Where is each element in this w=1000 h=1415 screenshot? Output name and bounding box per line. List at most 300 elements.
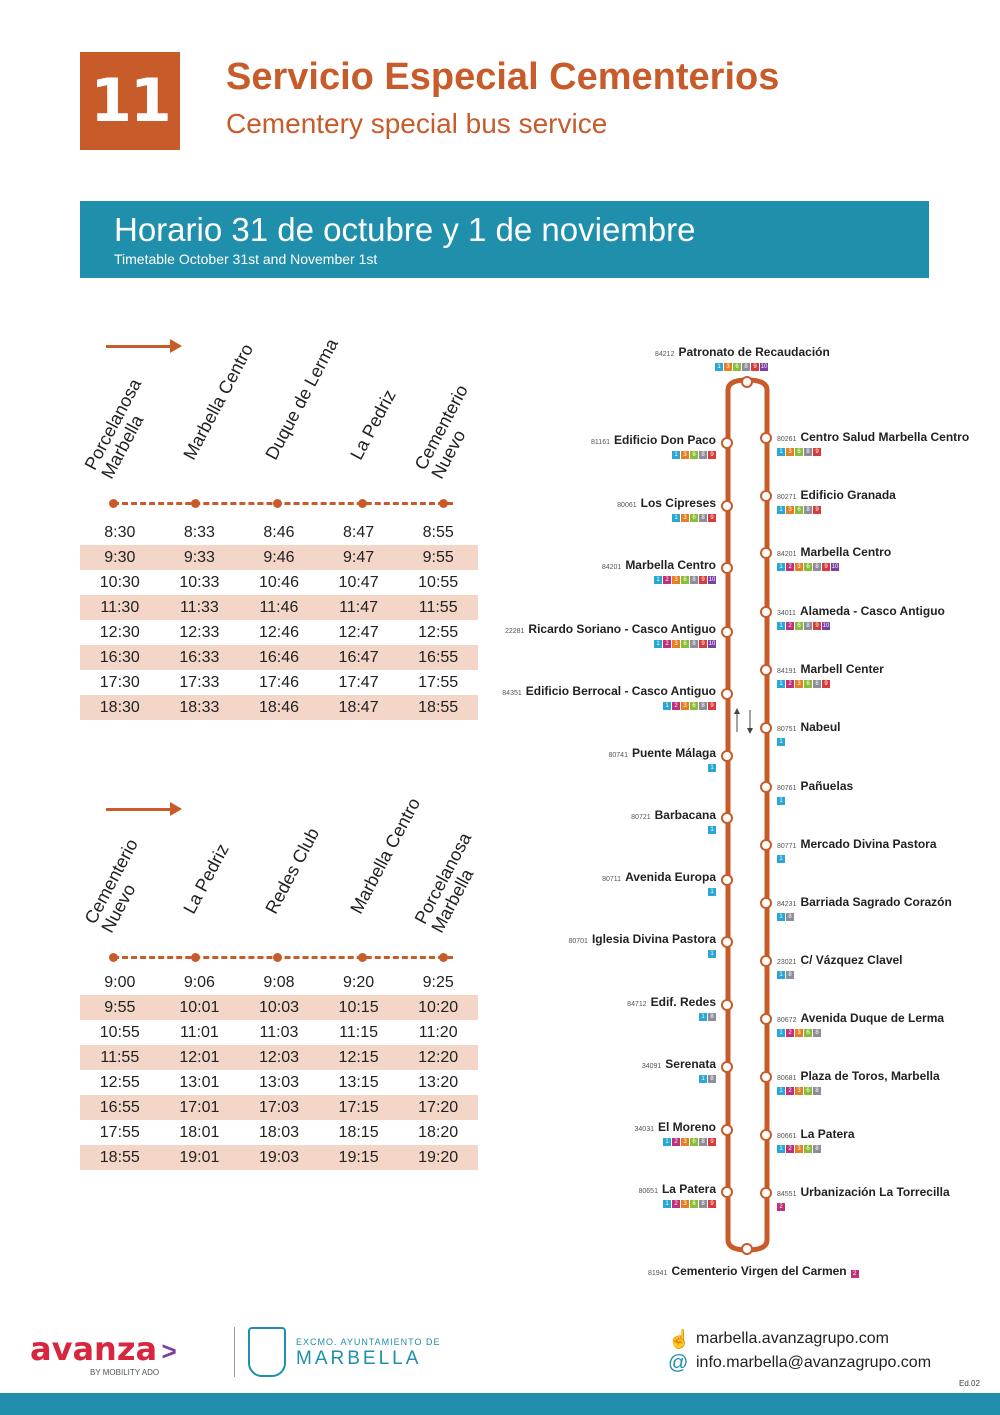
line-badge: 8 <box>699 702 707 710</box>
line-badges <box>635 1138 716 1146</box>
time-cell: 9:00 <box>104 973 136 991</box>
line-badge: 2 <box>777 1203 785 1211</box>
line-badges <box>777 680 884 688</box>
line-badge: 6 <box>690 451 698 459</box>
time-cell: 11:20 <box>418 1023 458 1041</box>
line-badges <box>777 506 896 514</box>
route-terminal-bottom <box>741 1243 753 1255</box>
time-cell: 9:25 <box>422 973 454 991</box>
line-badge: 1 <box>672 451 680 459</box>
map-stop <box>777 602 945 630</box>
line-badge: 2 <box>786 680 794 688</box>
stop-code: 80661 <box>777 1133 797 1140</box>
line-badge: 6 <box>690 702 698 710</box>
line-badge: 10 <box>760 364 768 370</box>
stop-circle <box>760 897 772 909</box>
line-badges <box>617 514 716 522</box>
banner-subtitle: Timetable October 31st and November 1st <box>114 251 378 267</box>
time-cell: 18:30 <box>80 695 160 720</box>
line-badges <box>602 576 716 584</box>
time-cell: 11:30 <box>80 595 160 620</box>
stop-code: 84231 <box>777 901 797 908</box>
timetable-row <box>80 1020 478 1045</box>
stop-circle <box>760 722 772 734</box>
line-badge: 9 <box>708 1138 716 1146</box>
time-cell: 13:20 <box>418 1073 459 1091</box>
line-badge: 6 <box>733 363 741 371</box>
line-badge: 1 <box>654 640 662 648</box>
line-badges <box>502 702 716 710</box>
page-title: Servicio Especial Cementerios <box>226 56 780 98</box>
time-cell: 16:55 <box>398 645 478 670</box>
avanza-brand-sub: BY MOBILITY ADO <box>90 1368 160 1377</box>
time-cell: 17:55 <box>418 673 459 691</box>
line-badge: 10 <box>708 577 716 583</box>
stop-name: Avenida Duque de Lerma <box>800 1011 945 1025</box>
page-subtitle: Cementery special bus service <box>226 108 608 139</box>
municipality-line1: EXCMO. AYUNTAMIENTO DE <box>296 1337 441 1347</box>
time-cell: 10:30 <box>99 573 140 591</box>
stop-code: 80751 <box>777 726 797 733</box>
line-badge: 6 <box>690 1200 698 1208</box>
map-stop <box>777 428 969 456</box>
line-badges <box>602 888 716 896</box>
line-badges <box>609 764 717 772</box>
stop-label: Porcelanosa Marbella <box>80 375 148 482</box>
stop-name: Ricardo Soriano - Casco Antiguo <box>528 622 716 636</box>
time-cell: 19:20 <box>398 1145 478 1170</box>
stop-dot <box>191 499 200 508</box>
map-stop <box>655 343 830 371</box>
stop-code: 80271 <box>777 494 797 501</box>
time-cell: 8:55 <box>422 523 454 541</box>
line-badge: 1 <box>777 448 785 456</box>
time-cell: 12:47 <box>338 623 379 641</box>
email-icon: @ <box>668 1352 689 1374</box>
line-badge: 3 <box>786 448 794 456</box>
timetable-row <box>80 670 478 695</box>
stop-name: Urbanización La Torrecilla <box>800 1185 950 1199</box>
line-badge: 1 <box>777 563 785 571</box>
website-link[interactable]: marbella.avanzagrupo.com <box>696 1330 889 1347</box>
line-badge: 3 <box>786 506 794 514</box>
time-cell: 10:33 <box>179 573 220 591</box>
outbound-timetable <box>80 520 478 720</box>
stop-code: 80061 <box>617 502 637 509</box>
line-badge: 2 <box>786 1145 794 1153</box>
line-badge: 9 <box>813 622 821 630</box>
stop-name: Iglesia Divina Pastora <box>591 932 716 946</box>
map-stop <box>505 620 716 648</box>
line-badge: 8 <box>699 451 707 459</box>
stop-label: Redes Club <box>261 824 324 917</box>
map-stop <box>631 806 716 834</box>
line-badge: 1 <box>777 913 785 921</box>
time-cell: 17:15 <box>319 1095 399 1120</box>
stop-circle <box>760 664 772 676</box>
stop-circle <box>721 936 733 948</box>
time-cell: 19:03 <box>239 1145 319 1170</box>
time-cell: 18:46 <box>239 695 319 720</box>
banner-title: Horario 31 de octubre y 1 de noviembre <box>114 211 696 248</box>
time-cell: 18:47 <box>319 695 399 720</box>
line-badge: 1 <box>699 1075 707 1083</box>
line-badge: 2 <box>786 1087 794 1095</box>
stop-name: Edificio Don Paco <box>613 433 716 447</box>
stop-code: 80771 <box>777 843 797 850</box>
time-cell: 10:03 <box>239 995 319 1020</box>
stop-code: 84201 <box>777 551 797 558</box>
stop-dot <box>273 953 282 962</box>
stop-name: Avenida Europa <box>625 870 716 884</box>
stop-dot <box>109 499 118 508</box>
line-badges <box>777 448 969 456</box>
stop-name: Marbella Centro <box>625 558 716 572</box>
route-terminal-top <box>741 376 753 388</box>
time-cell: 10:46 <box>258 573 299 591</box>
timetable-row <box>80 1070 478 1095</box>
time-cell: 17:55 <box>99 1123 140 1141</box>
stop-circle <box>760 547 772 559</box>
stop-code: 81941 <box>648 1270 668 1277</box>
stop-code: 84191 <box>777 668 797 675</box>
line-badge: 6 <box>804 1145 812 1153</box>
line-badge: 6 <box>804 563 812 571</box>
line-badge: 1 <box>708 950 716 958</box>
stop-circle <box>721 688 733 700</box>
time-cell: 17:47 <box>338 673 379 691</box>
stop-dot <box>191 953 200 962</box>
line-badge: 3 <box>795 1087 803 1095</box>
time-cell: 17:46 <box>258 673 299 691</box>
time-cell: 11:01 <box>179 1023 219 1041</box>
line-badge: 9 <box>699 640 707 648</box>
line-badge: 9 <box>708 451 716 459</box>
stop-name: Edif. Redes <box>650 995 716 1009</box>
time-cell: 12:46 <box>258 623 299 641</box>
map-stop <box>777 951 903 979</box>
time-cell: 16:46 <box>239 645 319 670</box>
line-badges <box>777 738 840 746</box>
stop-code: 84351 <box>502 690 522 697</box>
time-cell: 9:30 <box>80 545 160 570</box>
time-cell: 9:55 <box>80 995 160 1020</box>
municipality-line2: MARBELLA <box>296 1348 422 1369</box>
time-cell: 9:46 <box>239 545 319 570</box>
stop-name: Cementerio Virgen del Carmen <box>671 1264 847 1278</box>
line-badges <box>639 1200 717 1208</box>
line-badges <box>777 622 945 630</box>
line-badges <box>568 950 716 958</box>
time-cell: 17:01 <box>160 1095 240 1120</box>
time-cell: 17:30 <box>99 673 140 691</box>
line-badge: 6 <box>690 1138 698 1146</box>
line-badge: 8 <box>813 563 821 571</box>
line-badges <box>777 1145 855 1153</box>
line-badge: 2 <box>786 622 794 630</box>
time-cell: 11:33 <box>160 595 240 620</box>
time-cell: 12:15 <box>319 1045 399 1070</box>
avanza-logo <box>30 1330 177 1377</box>
line-badge: 8 <box>708 1075 716 1083</box>
line-badge: 8 <box>699 1200 707 1208</box>
stop-circle <box>760 606 772 618</box>
time-cell: 10:01 <box>160 995 240 1020</box>
line-badge: 3 <box>681 702 689 710</box>
time-cell: 9:06 <box>183 973 215 991</box>
time-cell: 12:03 <box>239 1045 319 1070</box>
time-cell: 19:15 <box>319 1145 399 1170</box>
time-cell: 11:15 <box>339 1023 378 1041</box>
map-stop <box>617 494 716 522</box>
time-cell: 11:46 <box>239 595 319 620</box>
stop-circle <box>721 626 733 638</box>
line-badge: 3 <box>681 1138 689 1146</box>
line-badge: 9 <box>708 514 716 522</box>
stop-code: 80681 <box>777 1075 797 1082</box>
map-stop <box>777 893 952 921</box>
time-cell: 18:55 <box>398 695 478 720</box>
time-cell: 10:55 <box>99 1023 140 1041</box>
line-badge: 3 <box>681 514 689 522</box>
time-cell: 18:20 <box>418 1123 459 1141</box>
stop-code: 34011 <box>777 610 796 617</box>
line-badges <box>591 451 716 459</box>
stop-name: Serenata <box>665 1057 716 1071</box>
stop-code: 80261 <box>777 436 797 443</box>
line-badges <box>777 855 937 863</box>
stop-circle <box>721 999 733 1011</box>
stop-name: Barbacana <box>654 808 716 822</box>
line-badge: 9 <box>813 506 821 514</box>
stop-dot <box>439 953 448 962</box>
time-cell: 18:33 <box>160 695 240 720</box>
timetable-row <box>80 645 478 670</box>
line-badge: 2 <box>786 1029 794 1037</box>
line-badge: 1 <box>777 1087 785 1095</box>
line-badge: 1 <box>777 680 785 688</box>
stop-name: Pañuelas <box>800 779 854 793</box>
line-badge: 10 <box>708 641 716 647</box>
return-route-line <box>113 956 453 962</box>
timetable-row <box>80 1045 478 1070</box>
map-stop <box>602 868 716 896</box>
stop-label: Marbella Centro <box>346 794 425 917</box>
line-badge: 1 <box>654 576 662 584</box>
time-cell: 19:01 <box>160 1145 240 1170</box>
line-badge: 6 <box>804 1087 812 1095</box>
time-cell: 16:33 <box>160 645 240 670</box>
time-cell: 11:55 <box>398 595 478 620</box>
timetable-row <box>80 520 478 545</box>
stop-code: 23021 <box>777 959 797 966</box>
stop-code: 81161 <box>591 439 610 446</box>
time-cell: 12:20 <box>398 1045 478 1070</box>
stop-name: Los Cipreses <box>640 496 716 510</box>
stop-code: 22281 <box>504 628 525 635</box>
line-badge: 8 <box>690 576 698 584</box>
line-badge: 8 <box>804 506 812 514</box>
line-badge: 3 <box>795 680 803 688</box>
line-badge: 3 <box>681 451 689 459</box>
line-badge: 2 <box>672 702 680 710</box>
stop-name: Marbella Centro <box>800 545 892 559</box>
line-badge: 9 <box>751 363 759 371</box>
stop-circle <box>760 955 772 967</box>
line-badge: 1 <box>777 855 785 863</box>
line-badge: 6 <box>804 680 812 688</box>
stop-circle <box>760 1071 772 1083</box>
stop-code: 84212 <box>655 351 675 358</box>
time-cell: 9:33 <box>160 545 240 570</box>
time-cell: 10:20 <box>398 995 478 1020</box>
line-badge: 6 <box>795 506 803 514</box>
stop-code: 80741 <box>608 752 628 759</box>
stop-circle <box>760 1129 772 1141</box>
time-cell: 18:15 <box>338 1123 379 1141</box>
stop-code: 80672 <box>777 1017 797 1024</box>
stop-name: Marbell Center <box>800 662 884 676</box>
stop-dot <box>358 499 367 508</box>
stop-name: Mercado Divina Pastora <box>800 837 937 851</box>
time-cell: 13:01 <box>179 1073 220 1091</box>
stop-circle <box>721 500 733 512</box>
stop-name: Puente Málaga <box>631 746 716 760</box>
line-badge: 3 <box>795 563 803 571</box>
outbound-route-line <box>113 502 453 508</box>
timetable-row <box>80 1095 478 1120</box>
stop-label: Cementerio Nuevo <box>410 381 472 482</box>
line-badge: 1 <box>777 1029 785 1037</box>
map-stop <box>639 1180 717 1208</box>
stop-label: Marbella Centro <box>179 340 258 463</box>
line-badge: 1 <box>777 797 785 805</box>
line-badge: 1 <box>699 1013 707 1021</box>
line-badges <box>777 1087 940 1095</box>
schedule-banner <box>80 201 929 278</box>
stop-name: Alameda - Casco Antiguo <box>799 604 945 618</box>
line-badge: 8 <box>786 913 794 921</box>
hand-pointer-icon: ☝ <box>668 1329 691 1349</box>
time-cell: 12:55 <box>418 623 459 641</box>
stop-circle <box>721 750 733 762</box>
stop-code: 80761 <box>777 785 797 792</box>
line-badge: 9 <box>813 448 821 456</box>
time-cell: 9:47 <box>319 545 399 570</box>
time-cell: 12:33 <box>179 623 220 641</box>
stop-name: Barriada Sagrado Corazón <box>800 895 952 909</box>
line-badge: 3 <box>724 363 732 371</box>
line-badge: 6 <box>681 576 689 584</box>
route-number-badge: 11 <box>80 52 180 150</box>
line-badges <box>715 363 830 371</box>
stop-code: 84201 <box>601 564 622 571</box>
map-stop <box>777 1125 855 1153</box>
stop-label: Porcelanosa Marbella <box>410 829 478 936</box>
time-cell: 17:03 <box>239 1095 319 1120</box>
stop-circle <box>721 812 733 824</box>
marbella-crest-icon <box>248 1327 286 1377</box>
stop-label: La Pedriz <box>179 840 233 917</box>
line-badge: 8 <box>690 640 698 648</box>
line-badges <box>851 1270 859 1278</box>
avanza-brand: avanza <box>30 1330 158 1368</box>
line-badge: 3 <box>795 1145 803 1153</box>
line-badge: 1 <box>777 971 785 979</box>
timetable-row <box>80 595 478 620</box>
line-badge: 1 <box>672 514 680 522</box>
stop-code: 34091 <box>641 1063 662 1070</box>
line-badge: 8 <box>708 1013 716 1021</box>
map-stop <box>777 777 853 805</box>
stop-name: Nabeul <box>800 720 841 734</box>
edition-label: Ed.02 <box>959 1379 980 1388</box>
line-badge: 1 <box>777 622 785 630</box>
line-badge: 8 <box>699 1138 707 1146</box>
time-cell: 9:20 <box>343 973 375 991</box>
map-stop <box>648 1262 859 1280</box>
stop-circle <box>721 562 733 574</box>
stop-circle <box>760 1187 772 1199</box>
map-stop <box>635 1118 716 1146</box>
line-badge: 3 <box>795 1029 803 1037</box>
stop-code: 80701 <box>568 938 588 945</box>
line-badge: 1 <box>663 1138 671 1146</box>
timetable-row <box>80 545 478 570</box>
timetable-row <box>80 970 478 995</box>
stop-dot <box>358 953 367 962</box>
time-cell: 16:47 <box>319 645 399 670</box>
line-badge: 10 <box>831 564 839 570</box>
map-stop <box>642 1055 716 1083</box>
line-badge: 9 <box>708 702 716 710</box>
line-badge: 8 <box>813 680 821 688</box>
timetable-row <box>80 995 478 1020</box>
map-stop <box>777 1009 944 1037</box>
time-cell: 17:20 <box>398 1095 478 1120</box>
time-cell: 8:30 <box>104 523 136 541</box>
line-badge: 3 <box>681 1200 689 1208</box>
time-cell: 12:30 <box>99 623 140 641</box>
line-badge: 9 <box>708 1200 716 1208</box>
line-badge: 1 <box>777 1145 785 1153</box>
line-badge: 8 <box>804 622 812 630</box>
stop-name: El Moreno <box>657 1120 716 1134</box>
line-badge: 3 <box>672 640 680 648</box>
stop-code: 84712 <box>627 1001 647 1008</box>
line-badge: 1 <box>663 702 671 710</box>
line-badge: 1 <box>777 506 785 514</box>
stop-name: Edificio Granada <box>800 488 896 502</box>
line-badge: 1 <box>663 1200 671 1208</box>
stop-dot <box>439 499 448 508</box>
stop-label: La Pedriz <box>346 386 400 463</box>
stop-dot <box>109 953 118 962</box>
email-link[interactable]: info.marbella@avanzagrupo.com <box>696 1354 932 1371</box>
timetable-row <box>80 1145 478 1170</box>
line-badge: 1 <box>777 738 785 746</box>
stop-circle <box>760 432 772 444</box>
footer-bar <box>0 1393 1000 1415</box>
line-badge: 8 <box>813 1087 821 1095</box>
line-badge: 6 <box>795 448 803 456</box>
line-badge: 8 <box>804 448 812 456</box>
line-badges <box>627 1013 716 1021</box>
stop-dot <box>273 499 282 508</box>
time-cell: 8:47 <box>343 523 375 541</box>
line-badge: 8 <box>699 514 707 522</box>
time-cell: 8:33 <box>183 523 215 541</box>
